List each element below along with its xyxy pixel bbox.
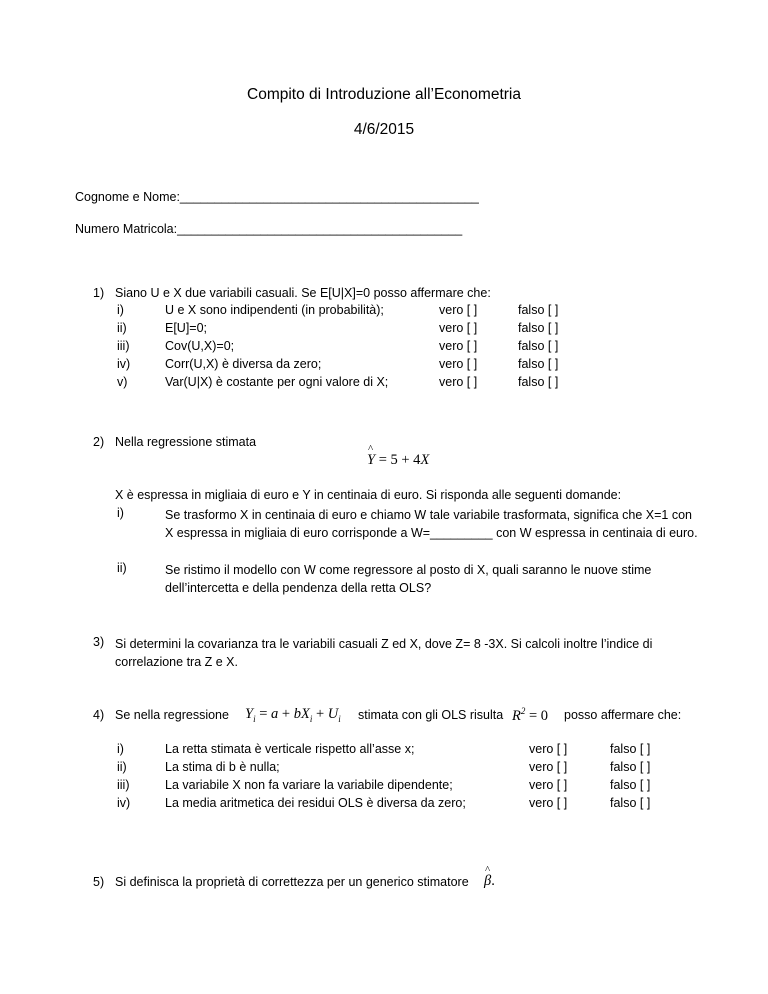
falso-checkbox[interactable]: falso [ ] xyxy=(610,796,651,810)
question-text: posso affermare che: xyxy=(564,708,682,722)
vero-checkbox[interactable]: vero [ ] xyxy=(439,321,478,335)
regression-model: $Y_i = a + bX_i + U_i$ xyxy=(245,706,341,724)
question-text: Siano U e X due variabili casuali. Se E[U|X]=0 posso affermare che: xyxy=(115,286,491,300)
page-title: Compito di Introduzione all’Econometria xyxy=(247,86,521,103)
falso-checkbox[interactable]: falso [ ] xyxy=(518,375,559,389)
vero-checkbox[interactable]: vero [ ] xyxy=(439,339,478,353)
falso-checkbox[interactable]: falso [ ] xyxy=(610,742,651,756)
vero-checkbox[interactable]: vero [ ] xyxy=(439,303,478,317)
falso-checkbox[interactable]: falso [ ] xyxy=(518,303,559,317)
falso-checkbox[interactable]: falso [ ] xyxy=(610,760,651,774)
matricola-field[interactable]: Numero Matricola:_________________________________________ xyxy=(75,222,463,236)
period: . xyxy=(491,873,495,889)
regression-equation: ^ Y = 5 + 4X xyxy=(367,452,429,469)
question-text: stimata con gli OLS risulta xyxy=(358,708,504,722)
question-text: Se nella regressione xyxy=(115,708,229,722)
item-roman: i) xyxy=(117,303,124,317)
vero-checkbox[interactable]: vero [ ] xyxy=(529,778,568,792)
exam-date: 4/6/2015 xyxy=(353,121,415,138)
question-number: 5) xyxy=(93,875,105,889)
item-text: La retta stimata è verticale rispetto all’asse x; xyxy=(165,742,415,756)
item-roman: ii) xyxy=(117,561,127,575)
vero-checkbox[interactable]: vero [ ] xyxy=(529,796,568,810)
question-number: 1) xyxy=(93,286,105,300)
question-number: 3) xyxy=(93,635,105,649)
item-roman: iii) xyxy=(117,339,130,353)
vero-checkbox[interactable]: vero [ ] xyxy=(529,760,568,774)
item-text: Corr(U,X) è diversa da zero; xyxy=(165,357,322,371)
item-roman: i) xyxy=(117,506,124,520)
item-text: U e X sono indipendenti (in probabilità); xyxy=(165,303,384,317)
item-text: Se ristimo il modello con W come regressore al posto di X, quali saranno le nuove stime dell’intercetta e della pendenza della retta OLS? xyxy=(165,563,652,595)
item-text: Cov(U,X)=0; xyxy=(165,339,235,353)
question-number: 2) xyxy=(93,435,105,449)
item-text: Se trasformo X in centinaia di euro e chiamo W tale variabile trasformata, significa che X=1 con X espressa in migliaia di euro corrisponde a W=_________ con W espressa in centinaia di euro. xyxy=(165,508,698,540)
falso-checkbox[interactable]: falso [ ] xyxy=(518,321,559,335)
name-field[interactable]: Cognome e Nome:___________________________________________ xyxy=(75,190,479,204)
y-hat-symbol: ^ Y xyxy=(367,452,375,469)
item-roman: iv) xyxy=(117,796,131,810)
falso-checkbox[interactable]: falso [ ] xyxy=(610,778,651,792)
vero-checkbox[interactable]: vero [ ] xyxy=(529,742,568,756)
falso-checkbox[interactable]: falso [ ] xyxy=(518,357,559,371)
question-intro: X è espressa in migliaia di euro e Y in centinaia di euro. Si risponda alle seguenti domande: xyxy=(115,488,622,502)
item-text: La stima di b è nulla; xyxy=(165,760,280,774)
item-roman: iv) xyxy=(117,357,131,371)
falso-checkbox[interactable]: falso [ ] xyxy=(518,339,559,353)
beta-symbol: ^ β xyxy=(484,873,491,890)
item-roman: i) xyxy=(117,742,124,756)
item-roman: v) xyxy=(117,375,128,389)
vero-checkbox[interactable]: vero [ ] xyxy=(439,375,478,389)
question-number: 4) xyxy=(93,708,105,722)
vero-checkbox[interactable]: vero [ ] xyxy=(439,357,478,371)
item-text: La media aritmetica dei residui OLS è diversa da zero; xyxy=(165,796,466,810)
question-text: Si definisca la proprietà di correttezza per un generico stimatore xyxy=(115,875,469,889)
item-text: Var(U|X) è costante per ogni valore di X; xyxy=(165,375,389,389)
item-roman: ii) xyxy=(117,321,127,335)
r-squared-expression: $R^2 = 0$ xyxy=(512,706,549,724)
item-roman: iii) xyxy=(117,778,130,792)
question-text: Si determini la covarianza tra le variabili casuali Z ed X, dove Z= 8 -3X. Si calcoli inoltre l’indice di correlazione tra Z e X. xyxy=(115,637,653,669)
beta-hat-symbol xyxy=(484,873,495,890)
question-text: Nella regressione stimata xyxy=(115,435,257,449)
item-roman: ii) xyxy=(117,760,127,774)
item-text: La variabile X non fa variare la variabile dipendente; xyxy=(165,778,453,792)
item-text: E[U]=0; xyxy=(165,321,208,335)
